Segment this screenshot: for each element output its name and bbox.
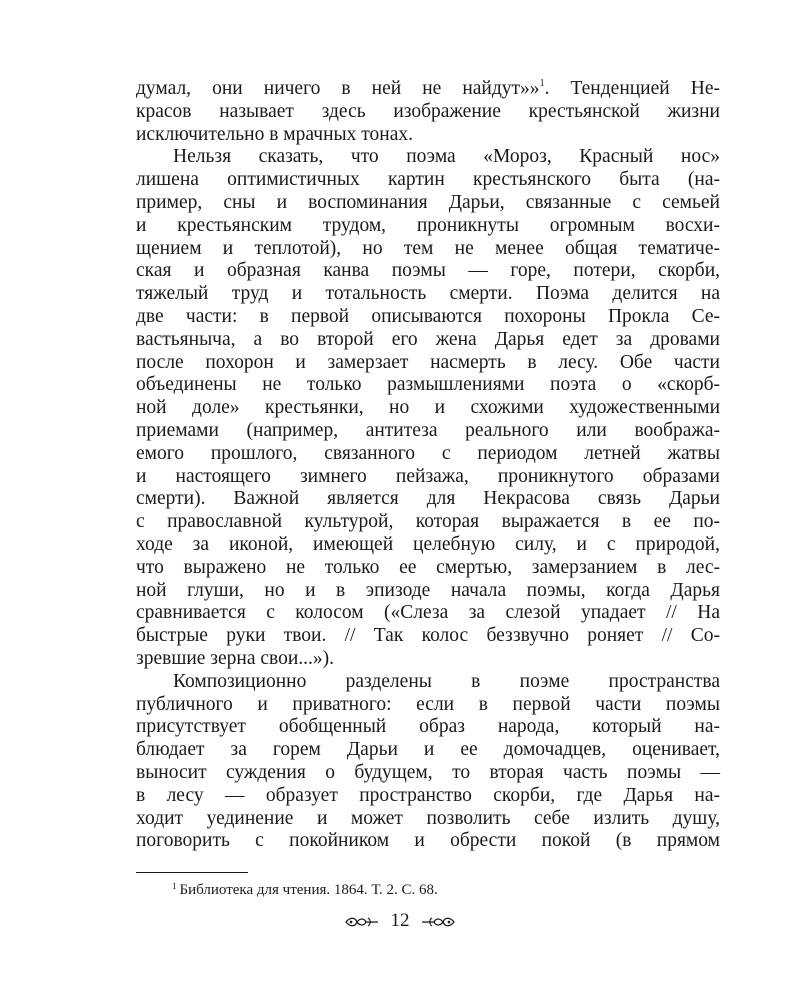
paragraph-start-line: Композиционно разделены в поэме пространства [173,670,720,692]
paragraph-start-line: Нельзя сказать, что поэма «Мороз, Красный нос» [173,146,720,168]
text-line: поговорить с покойником и обрести покой (в прямом [136,830,720,852]
footnote [172,881,438,899]
text-line: и настоящего зимнего пейзажа, проникнутого образами [136,465,720,487]
text-line: ходе за иконой, имеющей целебную силу, и с природой, [136,533,720,555]
text-line: ной доле» крестьянки, но и схожими художественными [136,397,720,419]
right-fleuron-ornament-icon [420,914,456,930]
footnote-separator-rule [136,872,248,873]
text-line: блюдает за горем Дарьи и ее домочадцев, оценивает, [136,739,720,761]
text-line: емого прошлого, связанного с периодом летней жатвы [136,442,720,464]
text-line: выносит суждения о будущем, то вторая часть поэмы — [136,761,720,783]
page-folio [0,906,800,936]
text-line: две части: в первой описываются похороны Прокла Се- [136,305,720,327]
text-line: лишена оптимистичных картин крестьянского быта (на- [136,169,720,191]
text-line: после похорон и замерзает насмерть в лесу. Обе части [136,351,720,373]
text-line: в лесу — образует пространство скорби, где Дарья на- [136,784,720,806]
text-line: публичного и приватного: если в первой части поэмы [136,693,720,715]
text-line: что выражено не только ее смертью, замерзанием в лес- [136,556,720,578]
text-line: зревшие зерна свои...»). [136,647,335,669]
text-line: и крестьянским трудом, проникнуты огромным восхи- [136,214,720,236]
text-line: сравнивается с колосом («Слеза за слезой упадает // На [136,602,720,624]
page-number: 12 [390,910,410,931]
text-line: ходит уединение и может позволить себе излить душу, [136,807,720,829]
text-line: щением и теплотой), но тем не менее общая тематиче- [136,237,720,259]
text-line: приемами (например, антитеза реального или вообража- [136,419,720,441]
text-line: ной глуши, но и в эпизоде начала поэмы, когда Дарья [136,579,720,601]
text-line: исключительно в мрачных тонах. [136,123,413,145]
footnote-text: Библиотека для чтения. 1864. Т. 2. С. 68. [179,882,438,898]
footnote-reference: 1 [539,78,545,89]
text-line: с православной культурой, которая выражается в ее по- [136,511,720,533]
left-fleuron-ornament-icon [344,914,380,930]
text-line: красов называет здесь изображение крестьянской жизни [136,100,720,122]
text-line: тяжелый труд и тотальность смерти. Поэма делится на [136,283,720,305]
text-line: объединены не только размышлениями поэта о «скорб- [136,374,720,396]
text-line-1-end: . Тенденцией Не- [544,78,720,99]
text-line: присутствует обобщенный образ народа, который на- [136,716,720,738]
text-line: пример, сны и воспоминания Дарьи, связанные с семьей [136,191,720,213]
body-text [136,78,720,853]
text-line: быстрые руки твои. // Так колос беззвучно роняет // Со- [136,625,720,647]
text-line-1 [136,78,720,101]
footnote-mark: 1 [172,881,177,891]
text-line: смерти). Важной является для Некрасова связь Дарьи [136,488,720,510]
text-line-1-start: думал, они ничего в ней не найдут»» [136,78,540,99]
text-line: вастьяныча, а во второй его жена Дарья едет за дровами [136,328,720,350]
text-line: ская и образная канва поэмы — горе, потери, скорби, [136,260,720,282]
